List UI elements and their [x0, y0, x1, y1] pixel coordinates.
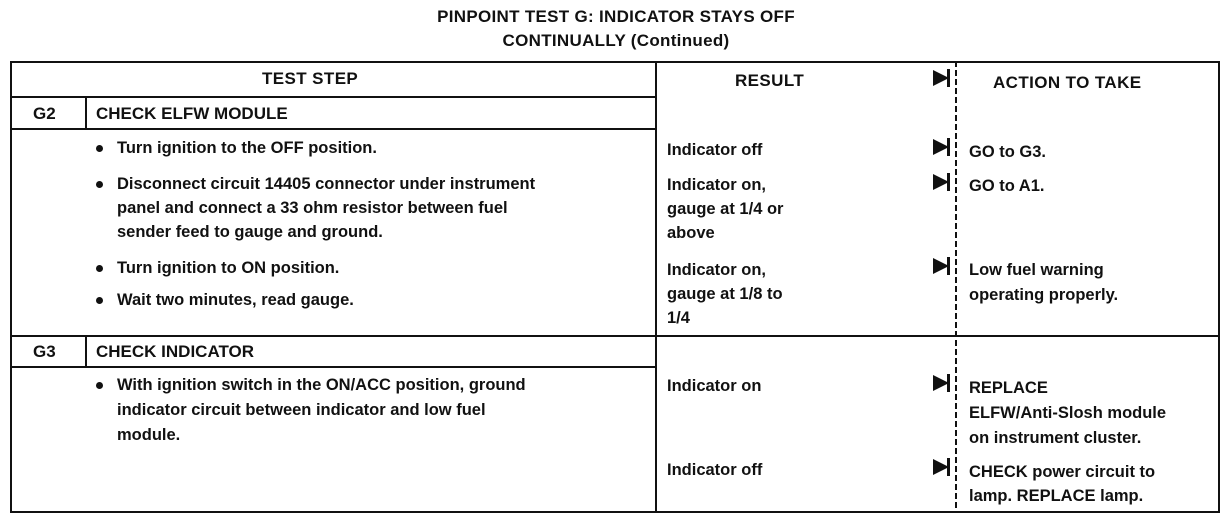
g3-title-bottom	[85, 366, 656, 368]
table-right-border	[1218, 61, 1220, 513]
action-column-divider	[955, 61, 957, 513]
g2-step-4: Wait two minutes, read gauge.	[117, 291, 354, 309]
g2-action-3-line2: operating properly.	[969, 286, 1119, 304]
header-test-step: TEST STEP	[262, 69, 359, 88]
header-action: ACTION TO TAKE	[993, 73, 1142, 92]
g2-action-3-line1: Low fuel warning	[969, 261, 1104, 279]
arrow-icon	[933, 258, 949, 274]
arrow-icon	[933, 174, 949, 190]
bullet-icon	[96, 265, 103, 272]
g3-action-1-line2: ELFW/Anti-Slosh module	[969, 404, 1167, 422]
g3-action-2-line2: lamp. REPLACE lamp.	[969, 487, 1144, 505]
g2-action-2: GO to A1.	[969, 177, 1045, 195]
g2-step-2-line2: panel and connect a 33 ohm resistor between fuel	[117, 199, 508, 217]
g2-result-3-line1: Indicator on,	[667, 261, 766, 279]
g3-step-1-line1: With ignition switch in the ON/ACC position, ground	[117, 376, 526, 394]
g2-result-2-line1: Indicator on,	[667, 176, 766, 194]
g2-result-2-line2: gauge at 1/4 or	[667, 200, 784, 218]
table-bottom-border	[10, 511, 1220, 513]
arrow-icon	[933, 459, 949, 475]
bullet-icon	[96, 181, 103, 188]
g2-result-2-line3: above	[667, 224, 715, 242]
bullet-icon	[96, 382, 103, 389]
g3-result-1: Indicator on	[667, 377, 762, 395]
arrow-icon	[933, 139, 949, 155]
g2-action-1: GO to G3.	[969, 143, 1047, 161]
header-result: RESULT	[735, 71, 805, 90]
step-name-g3: CHECK INDICATOR	[96, 342, 255, 361]
g2-result-1: Indicator off	[667, 141, 763, 159]
step-id-g3: G3	[33, 342, 56, 361]
bullet-icon	[96, 145, 103, 152]
g2-result-3-line3: 1/4	[667, 309, 690, 327]
step-name-g2: CHECK ELFW MODULE	[96, 104, 288, 123]
g2-result-3-line2: gauge at 1/8 to	[667, 285, 783, 303]
g3-step-1-line3: module.	[117, 426, 181, 444]
table-top-border	[10, 61, 1220, 63]
arrow-icon	[933, 375, 949, 391]
g2-step-2-line3: sender feed to gauge and ground.	[117, 223, 383, 241]
g3-step-1-line2: indicator circuit between indicator and low fuel	[117, 401, 486, 419]
header-divider	[10, 96, 656, 98]
g3-id-bottom	[10, 366, 86, 368]
g3-result-2: Indicator off	[667, 461, 763, 479]
page-subtitle: CONTINUALLY (Continued)	[502, 31, 730, 50]
g3-action-1-line3: on instrument cluster.	[969, 429, 1142, 447]
g2-id-divider	[85, 97, 87, 129]
g2-step-3: Turn ignition to ON position.	[117, 259, 340, 277]
page-title: PINPOINT TEST G: INDICATOR STAYS OFF	[437, 7, 795, 26]
g2-title-bottom	[10, 128, 656, 130]
header-arrow-icon	[933, 70, 949, 86]
step-id-g2: G2	[33, 104, 56, 123]
g2-step-2-line1: Disconnect circuit 14405 connector under instrument	[117, 175, 536, 193]
g3-id-divider	[85, 336, 87, 368]
g3-action-1-line1: REPLACE	[969, 379, 1048, 397]
g3-title-top	[10, 335, 1220, 337]
g2-step-1: Turn ignition to the OFF position.	[117, 139, 377, 157]
g3-action-2-line1: CHECK power circuit to	[969, 463, 1156, 481]
bullet-icon	[96, 297, 103, 304]
